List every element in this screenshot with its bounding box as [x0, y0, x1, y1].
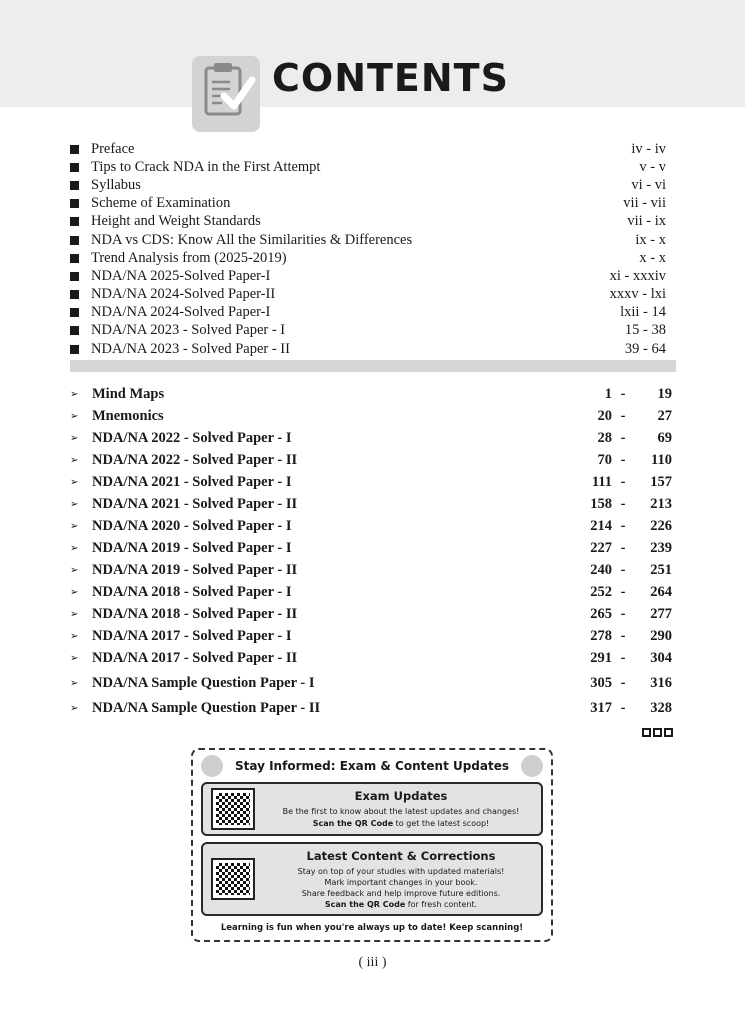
toc-row-title: NDA/NA 2024-Solved Paper-I [91, 304, 271, 321]
end-square-icon [642, 728, 651, 737]
toc-row[interactable] [70, 383, 676, 405]
page-end: 213 [650, 495, 672, 512]
exam-updates-line2: Scan the QR Code to get the latest scoop! [312, 819, 490, 828]
toc-row-pages: 39 - 64 [624, 340, 666, 357]
toc-row-pages [572, 697, 672, 719]
bullet-square-icon [70, 217, 79, 226]
toc-row[interactable] [70, 672, 676, 694]
bullet-square-icon [70, 163, 79, 172]
toc-row[interactable] [70, 267, 676, 285]
toc-row-pages: lxii - 14 [620, 304, 666, 321]
toc-row-pages [572, 603, 672, 625]
page-end: 316 [650, 674, 672, 691]
toc-row-title: NDA/NA 2017 - Solved Paper - II [92, 649, 298, 666]
toc-row-title: Scheme of Examination [91, 195, 231, 212]
toc-row[interactable] [70, 515, 676, 537]
page-separator: - [620, 429, 626, 446]
page-end: 239 [650, 539, 672, 556]
arrow-bullet-icon: ➢ [70, 608, 79, 620]
toc-row-pages [572, 405, 672, 427]
page-start: 227 [590, 539, 612, 556]
toc-row-title: NDA/NA 2021 - Solved Paper - I [92, 473, 292, 490]
toc-row-title: NDA/NA Sample Question Paper - I [92, 674, 315, 691]
arrow-bullet-icon: ➢ [70, 454, 79, 466]
page-separator: - [620, 605, 626, 622]
page-separator: - [620, 674, 626, 691]
section-divider [70, 360, 676, 372]
arrow-bullet-icon: ➢ [70, 630, 79, 642]
page-end: 251 [650, 561, 672, 578]
arrow-bullet-icon: ➢ [70, 498, 79, 510]
toc-row-pages [572, 672, 672, 694]
toc-row-pages [572, 493, 672, 515]
page-end: 264 [650, 583, 672, 600]
content-updates-line1: Stay on top of your studies with updated materials! [297, 867, 505, 876]
toc-row-pages [572, 625, 672, 647]
page-start: 28 [597, 429, 612, 446]
toc-row-pages [572, 647, 672, 669]
toc-row[interactable] [70, 427, 676, 449]
toc-row[interactable] [70, 603, 676, 625]
page-start: 305 [590, 674, 612, 691]
page-start: 265 [590, 605, 612, 622]
bullet-square-icon [70, 326, 79, 335]
bullet-square-icon [70, 199, 79, 208]
qr-code[interactable] [211, 858, 255, 900]
toc-row-title: Trend Analysis from (2025-2019) [91, 249, 287, 266]
toc-row-pages: xxxv - lxi [609, 286, 666, 303]
toc-row[interactable] [70, 195, 676, 213]
arrow-bullet-icon: ➢ [70, 388, 79, 400]
toc-row[interactable] [70, 231, 676, 249]
toc-row-title: NDA/NA 2018 - Solved Paper - I [92, 583, 292, 600]
toc-row-title: Preface [91, 140, 135, 157]
arrow-bullet-icon: ➢ [70, 410, 79, 422]
toc-row-pages: xi - xxxiv [609, 267, 666, 284]
page-separator: - [620, 627, 626, 644]
arrow-bullet-icon: ➢ [70, 564, 79, 576]
toc-row-pages [572, 559, 672, 581]
page-separator: - [620, 649, 626, 666]
toc-row-title: NDA/NA 2019 - Solved Paper - II [92, 561, 298, 578]
page-start: 240 [590, 561, 612, 578]
end-marks [642, 728, 673, 737]
toc-row-title: NDA/NA 2018 - Solved Paper - II [92, 605, 298, 622]
toc-row[interactable] [70, 322, 676, 340]
content-updates-title: Latest Content & Corrections [306, 849, 496, 863]
toc-row[interactable] [70, 493, 676, 515]
toc-row[interactable] [70, 647, 676, 669]
toc-row-title: NDA/NA 2025-Solved Paper-I [91, 267, 271, 284]
toc-row-title: NDA/NA 2023 - Solved Paper - II [91, 340, 290, 357]
content-updates-line3: Share feedback and help improve future editions. [301, 889, 501, 898]
arrow-bullet-icon: ➢ [70, 542, 79, 554]
arrow-bullet-icon: ➢ [70, 520, 79, 532]
content-updates-line2: Mark important changes in your book. [324, 878, 478, 887]
toc-row-title: NDA/NA 2022 - Solved Paper - I [92, 429, 292, 446]
toc-row[interactable] [70, 213, 676, 231]
page-separator: - [620, 699, 626, 716]
page-start: 158 [590, 495, 612, 512]
toc-row[interactable] [70, 537, 676, 559]
toc-row-pages: vii - vii [623, 195, 666, 212]
toc-row[interactable] [70, 304, 676, 322]
page-separator: - [620, 561, 626, 578]
page-start: 317 [590, 699, 612, 716]
page-separator: - [620, 473, 626, 490]
bullet-square-icon [70, 236, 79, 245]
qr-code[interactable] [211, 788, 255, 830]
toc-row-pages: ix - x [635, 231, 666, 248]
bullet-square-icon [70, 272, 79, 281]
toc-row[interactable] [70, 249, 676, 267]
content-updates-line4: Scan the QR Code for fresh content. [324, 900, 478, 909]
toc-row[interactable] [70, 697, 676, 719]
arrow-bullet-icon: ➢ [70, 677, 79, 689]
page-start: 20 [597, 407, 612, 424]
page-start: 111 [591, 473, 612, 490]
toc-row[interactable] [70, 176, 676, 194]
exam-updates-panel [201, 782, 543, 836]
toc-row[interactable] [70, 559, 676, 581]
toc-row-title: Height and Weight Standards [91, 213, 261, 230]
arrow-bullet-icon: ➢ [70, 702, 79, 714]
page-number: ( iii ) [358, 955, 387, 970]
page-separator: - [620, 407, 626, 424]
end-square-icon [653, 728, 662, 737]
page-separator: - [620, 517, 626, 534]
toc-row[interactable] [70, 449, 676, 471]
bullet-square-icon [70, 290, 79, 299]
page-separator: - [620, 539, 626, 556]
page-end: 19 [657, 385, 672, 402]
toc-row[interactable] [70, 158, 676, 176]
page-end: 304 [650, 649, 672, 666]
toc-row-title: NDA/NA 2019 - Solved Paper - I [92, 539, 292, 556]
toc-row-title: NDA/NA 2023 - Solved Paper - I [91, 322, 286, 339]
end-square-icon [664, 728, 673, 737]
page-start: 1 [604, 385, 612, 402]
info-box-tagline: Learning is fun when you're always up to date! Keep scanning! [220, 923, 524, 933]
bullet-square-icon [70, 145, 79, 154]
toc-row-title: Mind Maps [92, 385, 165, 402]
page-start: 252 [590, 583, 612, 600]
toc-row-title: Mnemonics [92, 407, 164, 424]
toc-row-pages: vii - ix [627, 213, 666, 230]
toc-row-title: NDA/NA 2020 - Solved Paper - I [92, 517, 292, 534]
toc-row-title: NDA/NA 2017 - Solved Paper - I [92, 627, 292, 644]
page-start: 70 [597, 451, 612, 468]
page-separator: - [620, 451, 626, 468]
exam-updates-line1: Be the first to know about the latest updates and changes! [282, 807, 520, 816]
toc-row-pages: iv - iv [631, 140, 666, 157]
toc-section-front-matter [70, 140, 676, 358]
toc-row[interactable] [70, 625, 676, 647]
toc-row-title: NDA/NA Sample Question Paper - II [92, 699, 321, 716]
toc-row-pages: vi - vi [631, 176, 666, 193]
page-end: 226 [650, 517, 672, 534]
page-start: 214 [590, 517, 612, 534]
arrow-bullet-icon: ➢ [70, 586, 79, 598]
page-title: CONTENTS [272, 56, 509, 100]
page-separator: - [620, 385, 626, 402]
toc-row[interactable] [70, 340, 676, 358]
toc-row-pages: v - v [639, 158, 666, 175]
bullet-square-icon [70, 308, 79, 317]
arrow-bullet-icon: ➢ [70, 432, 79, 444]
exam-updates-title: Exam Updates [354, 789, 448, 803]
page-separator: - [620, 495, 626, 512]
toc-row-pages [572, 449, 672, 471]
toc-row-pages [572, 515, 672, 537]
toc-row-pages [572, 383, 672, 405]
arrow-bullet-icon: ➢ [70, 652, 79, 664]
page-end: 328 [650, 699, 672, 716]
content-updates-panel [201, 842, 543, 916]
toc-row[interactable] [70, 581, 676, 603]
toc-section-main [70, 383, 676, 719]
page-end: 157 [650, 473, 672, 490]
toc-row[interactable] [70, 286, 676, 304]
page-end: 27 [657, 407, 672, 424]
page-separator: - [620, 583, 626, 600]
updates-info-box [191, 748, 553, 942]
toc-row[interactable] [70, 471, 676, 493]
toc-row-title: NDA/NA 2022 - Solved Paper - II [92, 451, 298, 468]
toc-row-title: NDA vs CDS: Know All the Similarities & Differences [91, 231, 413, 248]
toc-row-title: Tips to Crack NDA in the First Attempt [91, 158, 321, 175]
page-end: 69 [657, 429, 672, 446]
page-start: 278 [590, 627, 612, 644]
page-end: 277 [650, 605, 672, 622]
toc-row-pages: x - x [639, 249, 666, 266]
toc-row-pages: 15 - 38 [624, 322, 666, 339]
toc-row-title: NDA/NA 2024-Solved Paper-II [91, 286, 276, 303]
toc-row-title: Syllabus [91, 176, 141, 193]
info-box-title: Stay Informed: Exam & Content Updates [234, 759, 510, 773]
toc-row[interactable] [70, 140, 676, 158]
bullet-square-icon [70, 345, 79, 354]
page-end: 110 [651, 451, 672, 468]
toc-row-title: NDA/NA 2021 - Solved Paper - II [92, 495, 298, 512]
clipboard-check-icon [192, 56, 260, 132]
toc-row-pages [572, 537, 672, 559]
toc-row-pages [572, 427, 672, 449]
page-start: 291 [590, 649, 612, 666]
page-end: 290 [650, 627, 672, 644]
toc-row[interactable] [70, 405, 676, 427]
toc-row-pages [572, 581, 672, 603]
bullet-square-icon [70, 254, 79, 263]
toc-row-pages [572, 471, 672, 493]
bullet-square-icon [70, 181, 79, 190]
arrow-bullet-icon: ➢ [70, 476, 79, 488]
